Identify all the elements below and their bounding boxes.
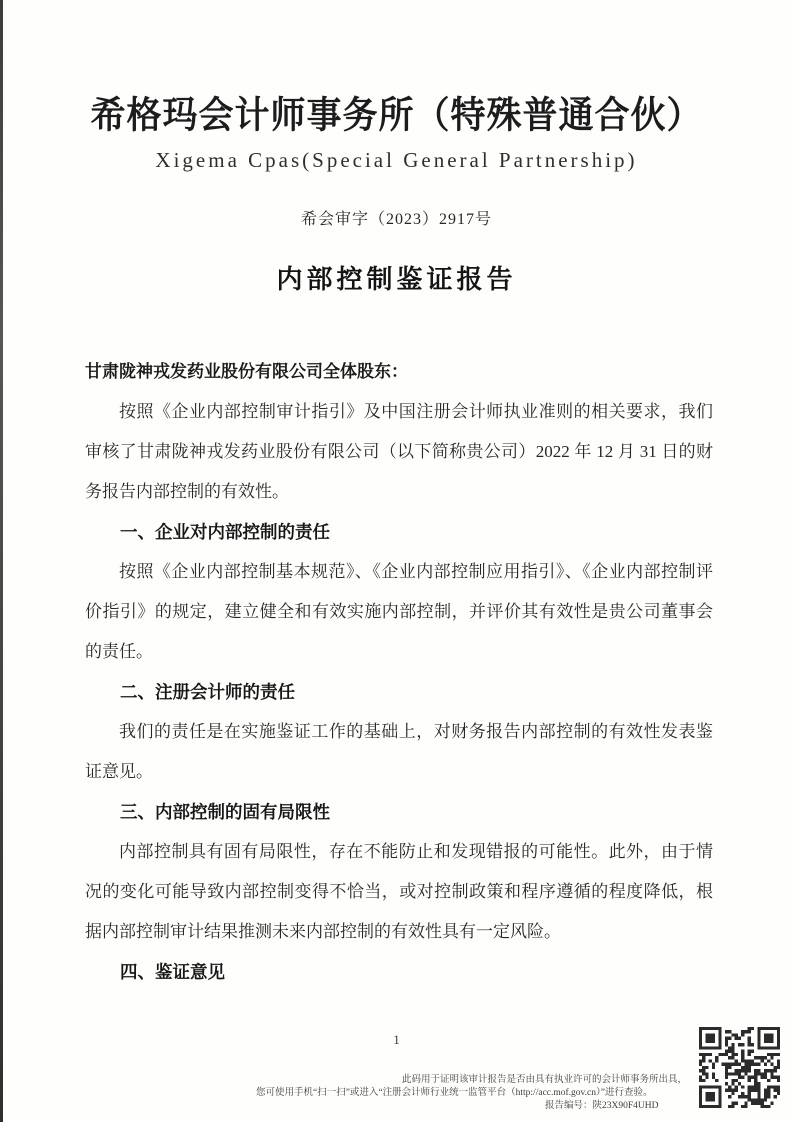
addressee-line: 甘肃陇神戎发药业股份有限公司全体股东： bbox=[85, 362, 408, 381]
verification-note-line-1: 此码用于证明该审计报告是否由具有执业许可的会计师事务所出具， bbox=[402, 1075, 688, 1085]
firm-name-english: Xigema Cpas(Special General Partnership) bbox=[155, 148, 638, 172]
page-number: 1 bbox=[393, 1032, 400, 1047]
firm-name-chinese: 希格玛会计师事务所（特殊普通合伙） bbox=[90, 95, 703, 137]
section-2-heading: 二、注册会计师的责任 bbox=[120, 682, 295, 702]
section-1-heading: 一、企业对内部控制的责任 bbox=[120, 522, 330, 542]
scan-edge-artifact bbox=[0, 0, 3, 1122]
report-code: 报告编号：陕23X90F4UHD bbox=[545, 1101, 659, 1111]
report-body bbox=[85, 352, 713, 992]
section-3-heading: 三、内部控制的固有局限性 bbox=[120, 802, 330, 822]
verification-note-line-2: 您可使用手机“扫一扫”或进入“注册会计师行业统一监管平台（http://acc.mof.gov.cn）”进行查验。 bbox=[256, 1088, 653, 1098]
section-3-text: 内部控制具有固有局限性，存在不能防止和发现错报的可能性。此外，由于情况的变化可能导致内部控制变得不恰当，或对控制政策和程序遵循的程度降低，根据内部控制审计结果推测未来内部控制的有效性具有一定风险。 bbox=[85, 842, 713, 941]
verification-qr-code-icon bbox=[699, 1027, 780, 1108]
document-number: 希会审字（2023）2917号 bbox=[300, 211, 492, 228]
letterhead bbox=[0, 0, 793, 296]
intro-paragraph: 按照《企业内部控制审计指引》及中国注册会计师执业准则的相关要求，我们审核了甘肃陇神戎发药业股份有限公司（以下简称贵公司）2022 年 12 月 31 日的财务报告内部控制的有效性。 bbox=[85, 402, 713, 501]
section-2-text: 我们的责任是在实施鉴证工作的基础上，对财务报告内部控制的有效性发表鉴证意见。 bbox=[85, 722, 713, 781]
report-title: 内部控制鉴证报告 bbox=[276, 264, 517, 294]
section-4-heading: 四、鉴证意见 bbox=[120, 962, 225, 982]
section-1-text: 按照《企业内部控制基本规范》、《企业内部控制应用指引》、《企业内部控制评价指引》的规定，建立健全和有效实施内部控制，并评价其有效性是贵公司董事会的责任。 bbox=[85, 562, 713, 661]
